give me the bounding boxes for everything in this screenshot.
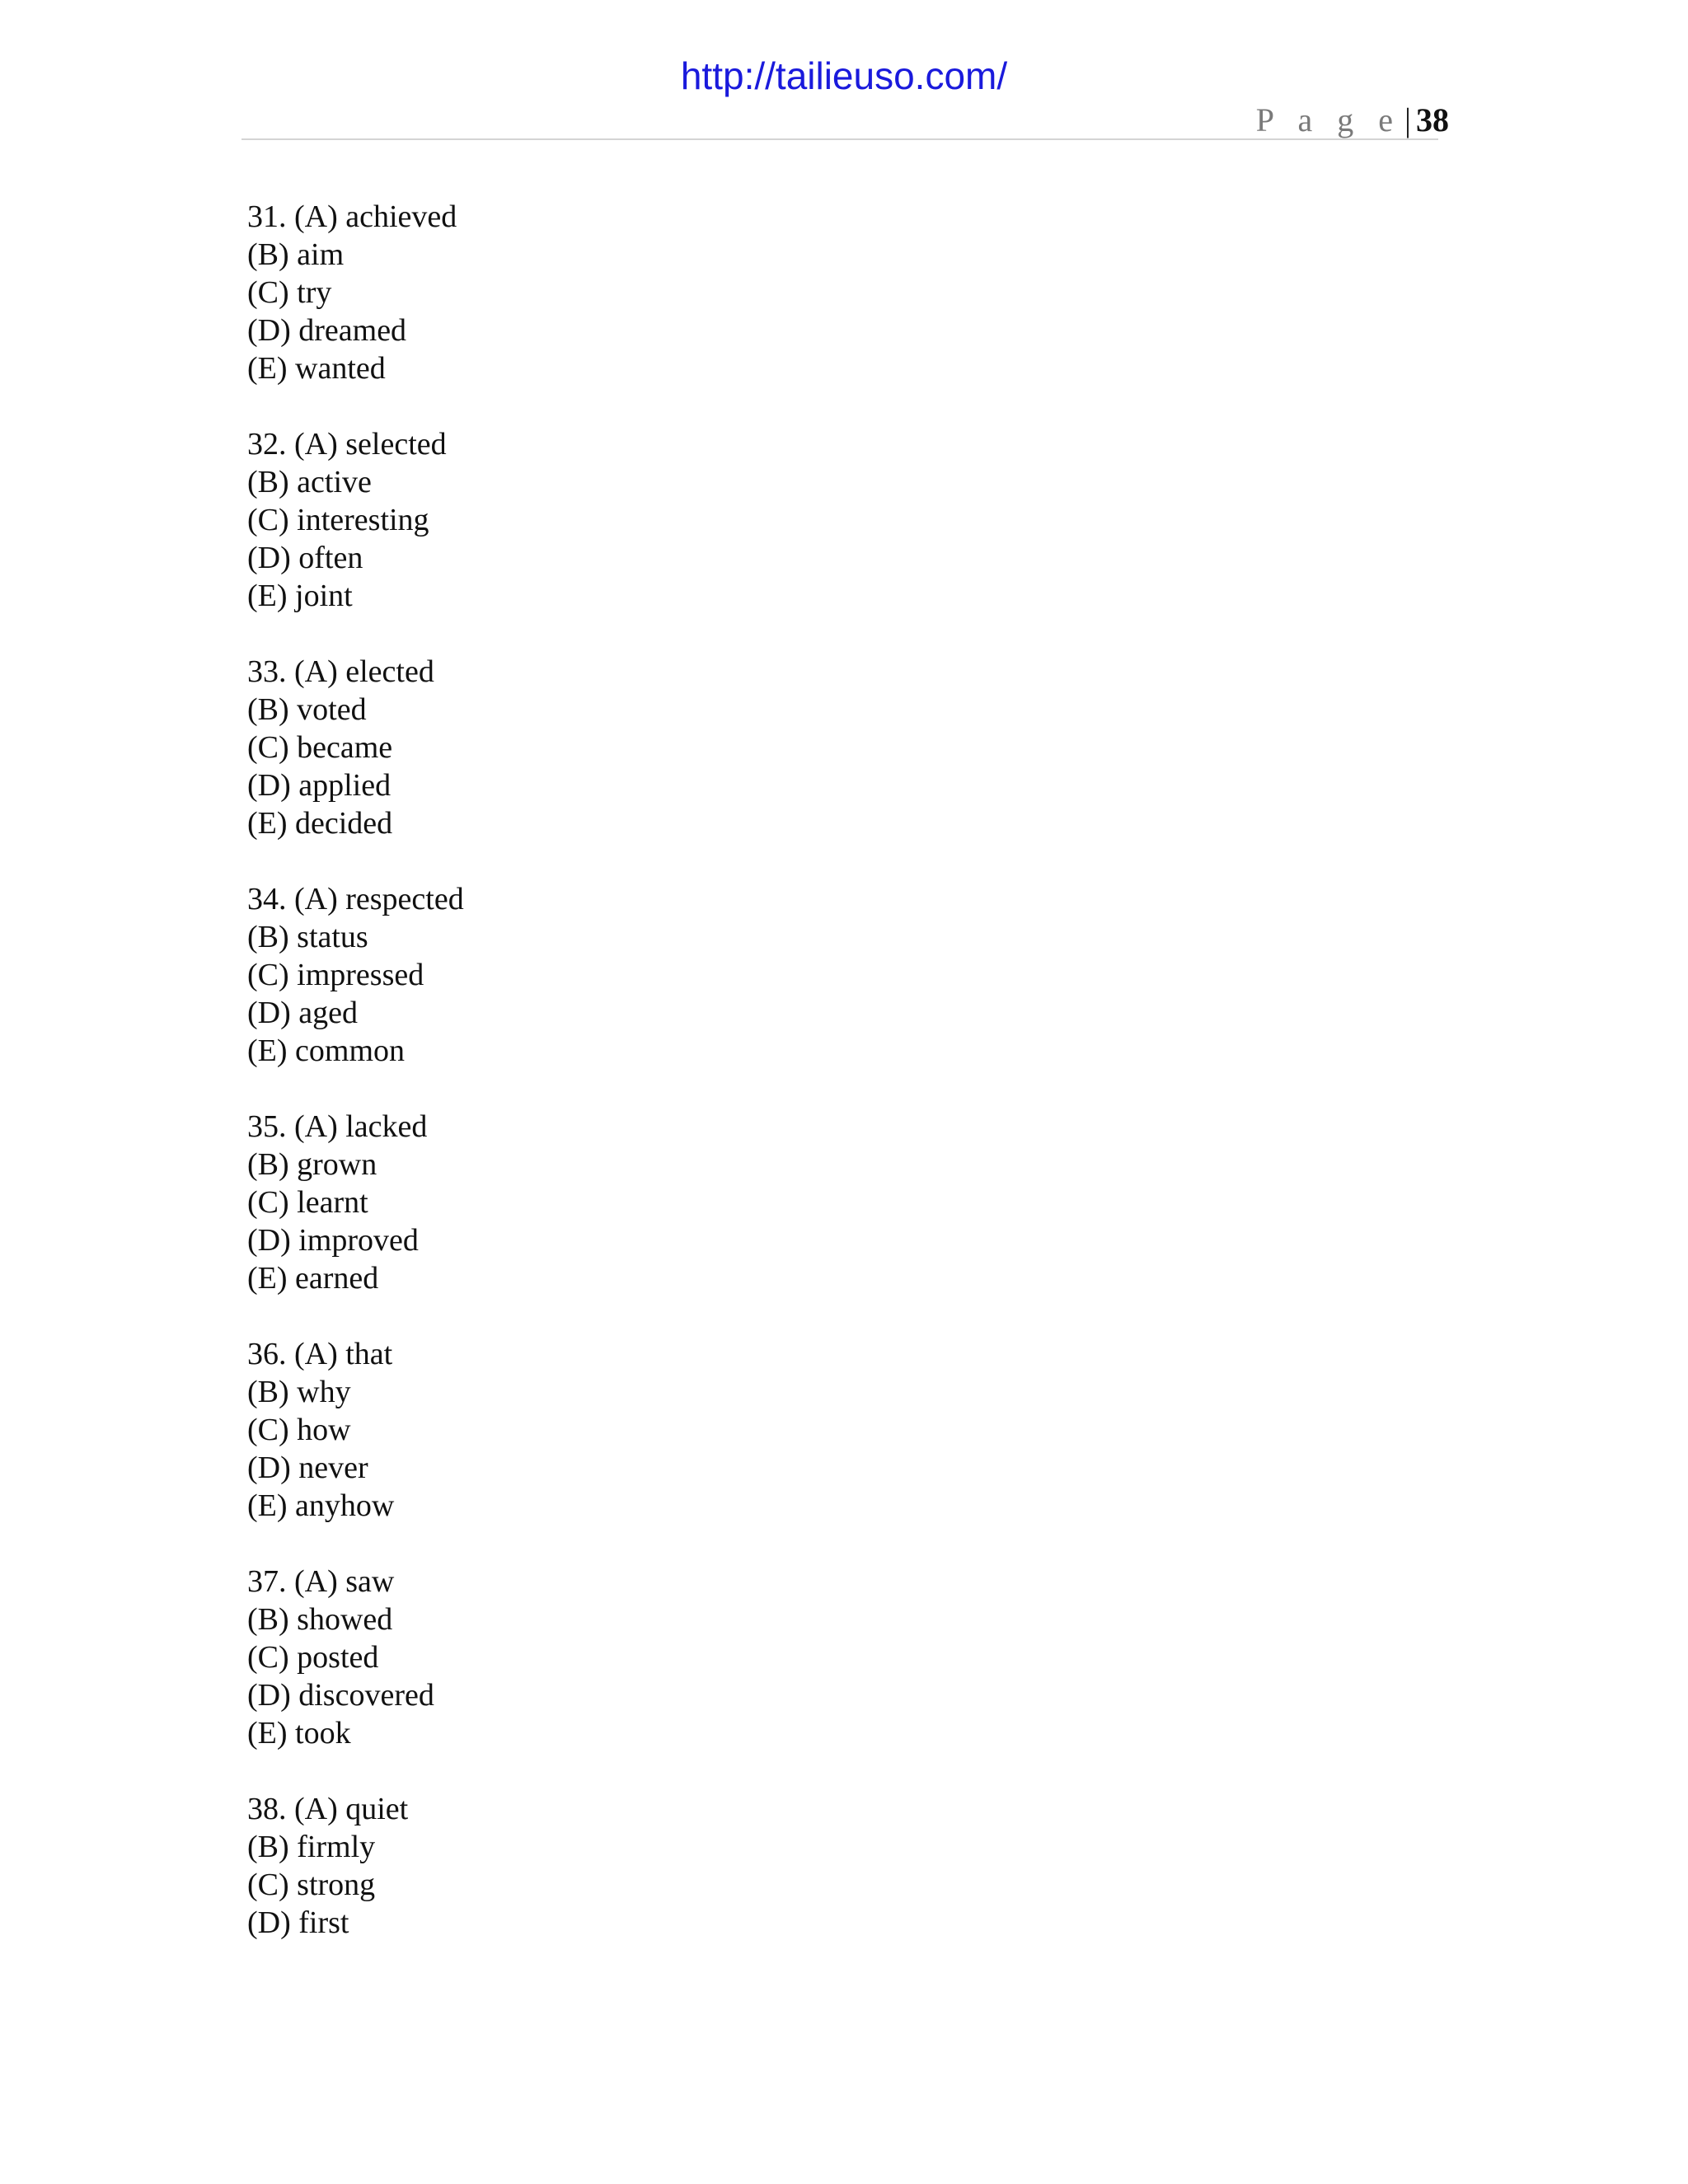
question-33	[247, 653, 1401, 842]
option-text: (A) lacked	[294, 1109, 428, 1144]
question-34	[247, 880, 1401, 1070]
option-line: (C) interesting	[247, 503, 429, 537]
option-line: (D) discovered	[247, 1678, 434, 1713]
question-number: 34.	[247, 882, 287, 916]
option-line: (E) decided	[247, 806, 393, 841]
option-line	[247, 198, 1401, 236]
page-separator: |	[1404, 101, 1411, 138]
option-line: (E) took	[247, 1716, 351, 1750]
page-number: 38	[1416, 101, 1449, 138]
option-line	[247, 1108, 1401, 1146]
option-line: (D) improved	[247, 1223, 419, 1258]
option-line: (B) voted	[247, 692, 367, 727]
option-line: (E) common	[247, 1033, 406, 1068]
option-text: (A) that	[294, 1337, 393, 1371]
option-line	[247, 425, 1401, 463]
option-text: (A) respected	[294, 882, 464, 916]
option-text: (A) selected	[294, 427, 447, 462]
option-line: (D) aged	[247, 996, 358, 1030]
option-line	[247, 653, 1401, 691]
option-line: (E) earned	[247, 1261, 379, 1296]
option-line: (B) grown	[247, 1147, 377, 1182]
question-number: 32.	[247, 427, 287, 462]
page-number-label	[1256, 97, 1449, 143]
option-line	[247, 1563, 1401, 1601]
option-line: (C) how	[247, 1413, 351, 1447]
option-text: (A) elected	[294, 654, 434, 689]
question-number: 35.	[247, 1109, 287, 1144]
option-text: (A) quiet	[294, 1792, 409, 1826]
option-line	[247, 1335, 1401, 1373]
option-line: (E) anyhow	[247, 1488, 395, 1523]
question-35	[247, 1108, 1401, 1297]
option-line: (E) joint	[247, 579, 353, 613]
question-list	[247, 198, 1401, 1980]
option-line	[247, 880, 1401, 918]
question-number: 31.	[247, 199, 287, 234]
option-line: (B) aim	[247, 237, 345, 272]
option-line: (D) first	[247, 1905, 349, 1940]
option-line: (B) firmly	[247, 1830, 376, 1864]
header-url-link[interactable]: http://tailieuso.com/	[680, 54, 1008, 97]
question-38	[247, 1790, 1401, 1942]
option-line: (D) dreamed	[247, 313, 407, 348]
option-line: (C) became	[247, 730, 393, 765]
header-divider	[241, 138, 1438, 140]
option-line: (C) learnt	[247, 1185, 368, 1220]
option-line: (B) showed	[247, 1602, 393, 1637]
question-number: 36.	[247, 1337, 287, 1371]
option-line: (C) strong	[247, 1868, 376, 1902]
option-line: (D) often	[247, 541, 363, 575]
question-number: 33.	[247, 654, 287, 689]
question-36	[247, 1335, 1401, 1525]
page-word: P a g e	[1255, 101, 1401, 138]
option-line: (C) impressed	[247, 958, 424, 992]
question-31	[247, 198, 1401, 387]
question-32	[247, 425, 1401, 615]
option-line: (B) status	[247, 920, 368, 954]
question-number: 38.	[247, 1792, 287, 1826]
option-text: (A) saw	[294, 1564, 395, 1599]
option-line: (C) try	[247, 275, 332, 310]
option-line: (B) active	[247, 465, 372, 499]
question-number: 37.	[247, 1564, 287, 1599]
question-37	[247, 1563, 1401, 1752]
option-line	[247, 1790, 1401, 1828]
option-text: (A) achieved	[294, 199, 457, 234]
option-line: (E) wanted	[247, 351, 386, 386]
option-line: (C) posted	[247, 1640, 379, 1675]
option-line: (D) never	[247, 1451, 368, 1485]
option-line: (B) why	[247, 1375, 351, 1409]
option-line: (D) applied	[247, 768, 392, 803]
